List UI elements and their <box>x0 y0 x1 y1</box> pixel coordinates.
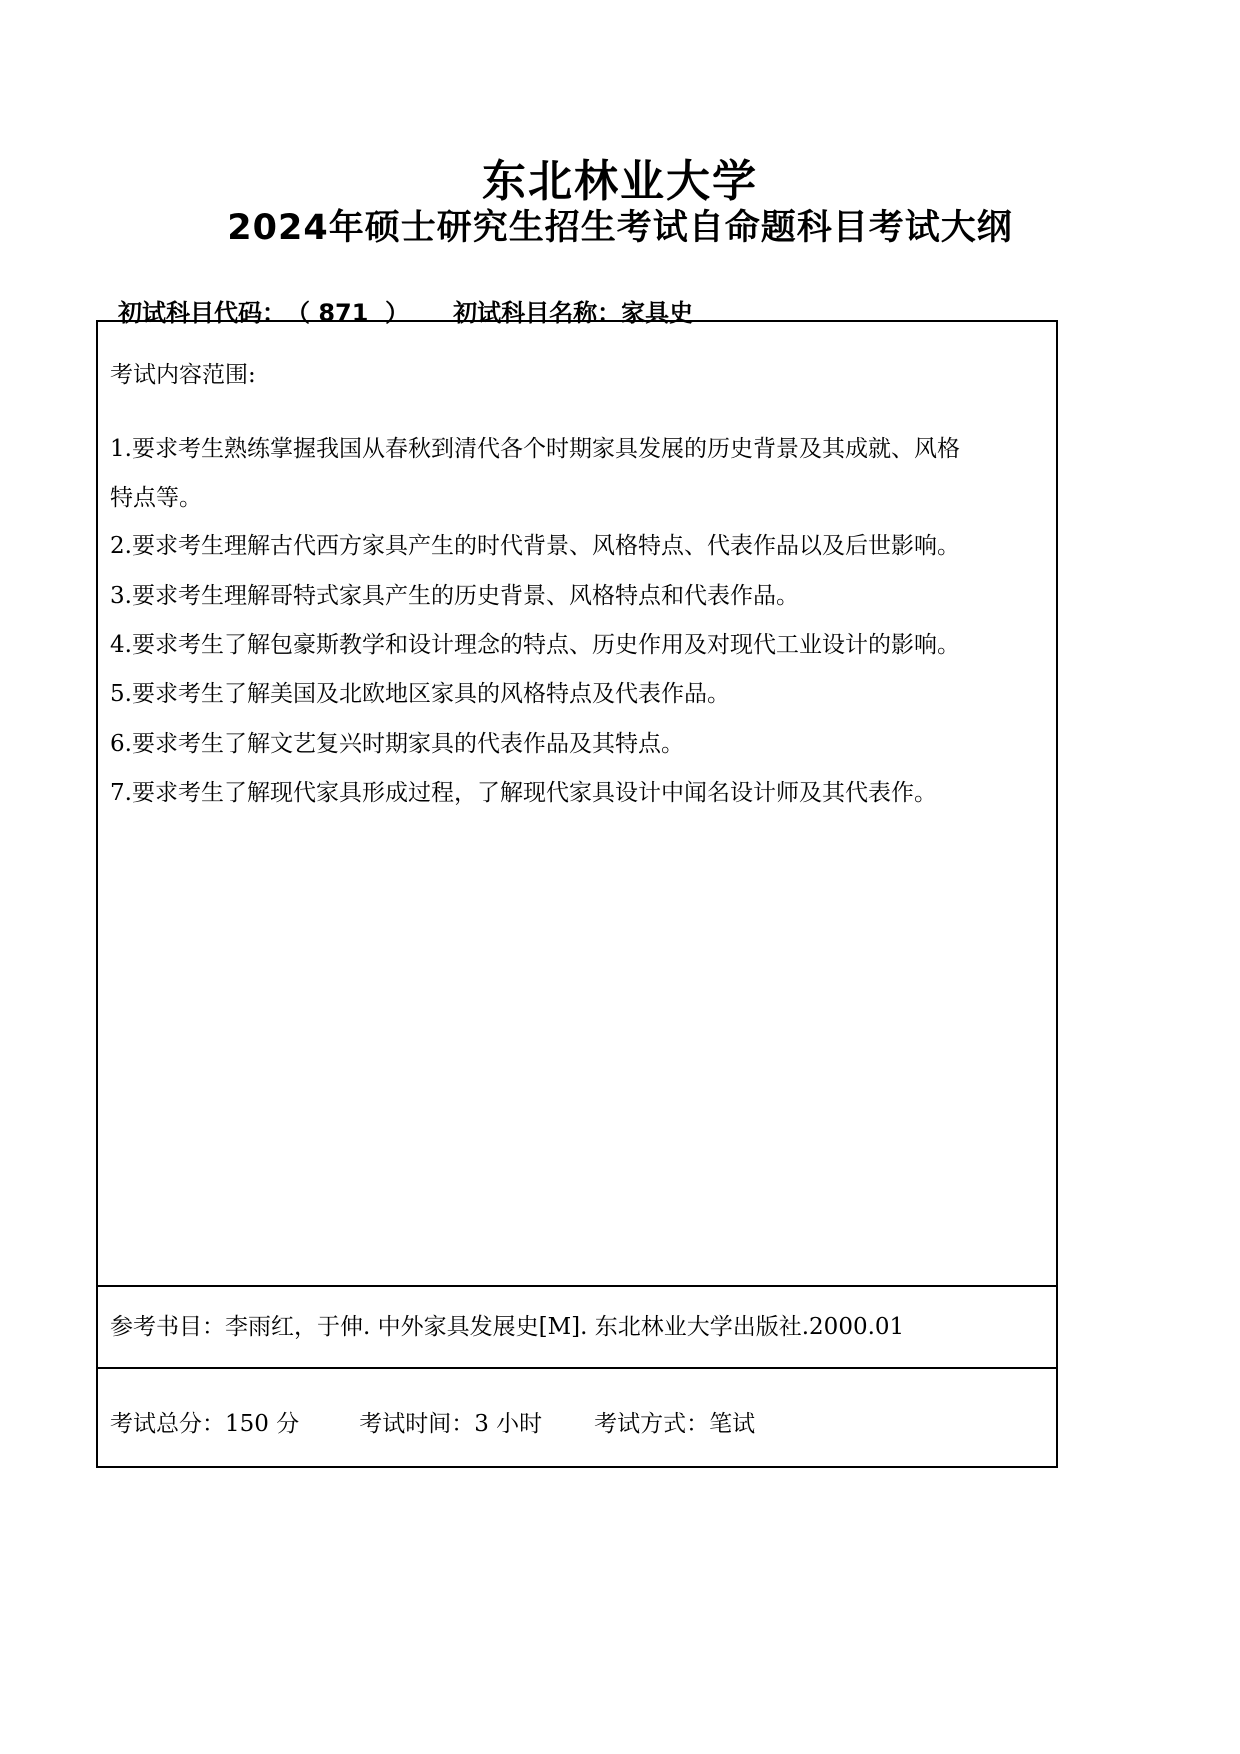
content-item: 3.要求考生理解哥特式家具产生的历史背景、风格特点和代表作品。 <box>110 583 799 609</box>
content-item: 2.要求考生理解古代西方家具产生的时代背景、风格特点、代表作品以及后世影响。 <box>110 533 960 559</box>
subject-code-label: 初试科目代码： <box>118 299 286 327</box>
exam-time: 考试时间：3 小时 <box>359 1411 543 1437</box>
subject-name-label: 初试科目名称： <box>453 299 622 327</box>
exam-method: 考试方式：笔试 <box>594 1411 756 1437</box>
content-item: 5.要求考生了解美国及北欧地区家具的风格特点及代表作品。 <box>110 681 730 707</box>
reference-cell <box>98 1287 1056 1369</box>
exam-content-cell <box>98 322 1056 1287</box>
subject-code-value: （ 871 ） <box>286 299 410 327</box>
exam-info-row <box>110 1405 755 1438</box>
content-item: 6.要求考生了解文艺复兴时期家具的代表作品及其特点。 <box>110 731 684 757</box>
content-item: 7.要求考生了解现代家具形成过程，了解现代家具设计中闻名设计师及其代表作。 <box>110 780 937 806</box>
subject-name-value: 家具史 <box>621 299 694 327</box>
syllabus-table <box>96 320 1058 1468</box>
exam-info-cell <box>98 1369 1056 1466</box>
document-subtitle: 2024年硕士研究生招生考试自命题科目考试大纲 <box>227 208 1013 248</box>
content-item: 特点等。 <box>110 485 202 511</box>
exam-total-score: 考试总分：150 分 <box>110 1411 300 1437</box>
content-scope-heading: 考试内容范围: <box>110 362 256 388</box>
content-item: 1.要求考生熟练掌握我国从春秋到清代各个时期家具发展的历史背景及其成就、风格 <box>110 436 960 462</box>
reference-books: 参考书目：李雨红，于伸. 中外家具发展史[M]. 东北林业大学出版社.2000.01 <box>110 1314 905 1340</box>
content-item: 4.要求考生了解包豪斯教学和设计理念的特点、历史作用及对现代工业设计的影响。 <box>110 632 960 658</box>
university-title: 东北林业大学 <box>482 156 758 207</box>
